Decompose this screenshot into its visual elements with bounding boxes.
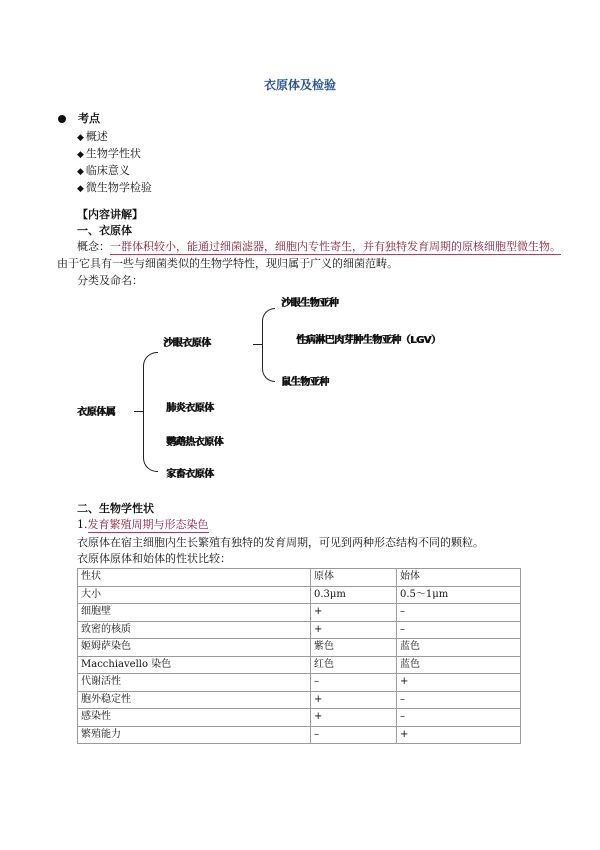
paragraph: 衣原体原体和始体的性状比较： <box>77 552 231 565</box>
table-cell: 蓝色 <box>397 656 521 674</box>
tree-subbranch: 沙眼生物亚种 <box>281 298 338 309</box>
tree-bracket-tick <box>253 344 262 345</box>
table-cell: – <box>311 726 397 744</box>
diamond-bullet-icon: ◆ <box>77 150 84 160</box>
table-cell: + <box>397 726 521 744</box>
tree-bracket-tick <box>134 411 143 412</box>
section1-heading: 一、衣原体 <box>77 224 132 237</box>
key-point-item: ◆ 概述 <box>77 130 108 143</box>
table-cell: 大小 <box>78 586 311 604</box>
table-cell: 0.5～1μm <box>397 586 521 604</box>
table-cell: + <box>397 674 521 692</box>
table-cell: 0.3μm <box>311 586 397 604</box>
subsection-title: 1.发育繁殖周期与形态染色 <box>77 518 209 531</box>
content-heading: 【内容讲解】 <box>77 208 143 221</box>
concept-line <box>77 240 561 254</box>
table-cell: + <box>311 691 397 709</box>
table-cell: 细胞壁 <box>78 604 311 622</box>
table-cell: – <box>397 621 521 639</box>
diamond-bullet-icon: ◆ <box>77 133 84 143</box>
table-cell: 蓝色 <box>397 639 521 657</box>
table-header-cell: 始体 <box>397 569 521 587</box>
key-point-item: ◆ 生物学性状 <box>77 147 141 160</box>
table-cell: 胞外稳定性 <box>78 691 311 709</box>
tree-branch: 肺炎衣原体 <box>166 403 214 414</box>
diamond-bullet-icon: ◆ <box>77 167 84 177</box>
concept-definition: 一群体积较小，能通过细菌滤器，细胞内专性寄生，并有独特发育周期的原核细胞型微生物。 <box>110 240 561 253</box>
diamond-bullet-icon: ◆ <box>77 184 84 194</box>
classification-label: 分类及命名： <box>77 274 143 287</box>
table-row <box>78 586 521 604</box>
concept-continuation: 由于它具有一些与细菌类似的生物学特性，现归属于广义的细菌范畴。 <box>57 257 398 270</box>
tree-subbranch: 性病淋巴肉芽肿生物亚种（LGV） <box>296 335 441 346</box>
bullet-dot-icon <box>58 115 66 123</box>
table-cell: + <box>311 604 397 622</box>
key-points-heading: 考点 <box>58 112 100 126</box>
key-point-item: ◆ 微生物学检验 <box>77 181 152 194</box>
table-cell: 代谢活性 <box>78 674 311 692</box>
table-cell: 繁殖能力 <box>78 726 311 744</box>
table-cell: + <box>311 709 397 727</box>
table-header-cell: 性状 <box>78 569 311 587</box>
paragraph: 衣原体在宿主细胞内生长繁殖有独特的发育周期，可见到两种形态结构不同的颗粒。 <box>77 536 484 549</box>
table-cell: 感染性 <box>78 709 311 727</box>
table-cell: + <box>311 621 397 639</box>
table-cell: Macchiavello 染色 <box>78 656 311 674</box>
table-row <box>78 621 521 639</box>
tree-branch: 沙眼衣原体 <box>163 338 211 349</box>
tree-bracket-main <box>143 352 158 472</box>
table-row <box>78 674 521 692</box>
table-row <box>78 639 521 657</box>
table-row <box>78 691 521 709</box>
table-cell: 红色 <box>311 656 397 674</box>
table-header-cell: 原体 <box>311 569 397 587</box>
table-cell: 姬姆萨染色 <box>78 639 311 657</box>
table-row <box>78 726 521 744</box>
table-row <box>78 709 521 727</box>
tree-root: 衣原体属 <box>77 407 115 418</box>
concept-label: 概念： <box>77 240 110 253</box>
page-title: 衣原体及检验 <box>263 78 336 92</box>
key-point-item: ◆ 临床意义 <box>77 164 130 177</box>
table-cell: – <box>397 604 521 622</box>
table-cell: – <box>311 674 397 692</box>
table-row <box>78 656 521 674</box>
table-cell: 紫色 <box>311 639 397 657</box>
tree-branch: 鹦鹉热衣原体 <box>166 437 223 448</box>
tree-subbranch: 鼠生物亚种 <box>281 377 329 388</box>
subsection-title-text: 发育繁殖周期与形态染色 <box>87 518 209 531</box>
table-cell: 致密的核质 <box>78 621 311 639</box>
table-header-row <box>78 569 521 587</box>
table-cell: – <box>397 691 521 709</box>
section2-heading: 二、生物学性状 <box>77 502 154 515</box>
table-cell: – <box>397 709 521 727</box>
tree-branch: 家畜衣原体 <box>166 469 214 480</box>
table-row <box>78 604 521 622</box>
tree-bracket-sub <box>262 308 275 382</box>
comparison-table <box>77 568 521 744</box>
